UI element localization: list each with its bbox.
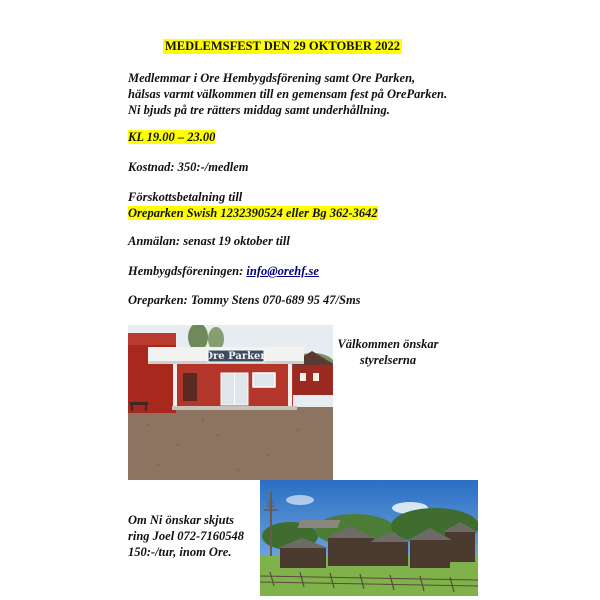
cost-text: Kostnad: 350:-/medlem [128, 160, 249, 174]
farm-buildings-photo [260, 480, 478, 596]
ride-line-1: Om Ni önskar skjuts [128, 513, 234, 527]
ride-info [128, 512, 268, 560]
greeting-line-2: styrelserna [359, 353, 417, 367]
prepayment-label: Förskottsbetalning till [128, 190, 243, 204]
sign-text: Ore Parken [204, 351, 268, 362]
ride-line-2: ring Joel 072-7160548 [128, 529, 244, 543]
hembygd-label: Hembygdsföreningen: [128, 264, 247, 278]
intro-line-1: Medlemmar i Ore Hembygdsförening samt Ore Parken, [128, 71, 416, 85]
prepayment-row [128, 205, 378, 221]
email-link[interactable]: info@orehf.se [246, 264, 319, 278]
hembygd-row [128, 263, 319, 279]
ride-line-3: 150:-/tur, inom Ore. [128, 545, 232, 559]
registration-text: Anmälan: senast 19 oktober till [128, 234, 290, 248]
intro-line-2: hälsas varmt välkommen till en gemensam fest på OreParken. [128, 87, 448, 101]
event-time: KL 19.00 – 23.00 [128, 130, 216, 144]
intro-line-3: Ni bjuds på tre rätters middag samt underhållning. [128, 103, 390, 117]
time-row [128, 129, 215, 145]
greeting-line-1: Välkommen önskar [337, 337, 439, 351]
oreparken-building-photo [128, 325, 333, 480]
oreparken-contact: Oreparken: Tommy Stens 070-689 95 47/Sms [128, 293, 361, 307]
greeting [333, 336, 443, 368]
intro-paragraph [128, 70, 488, 118]
prepayment-details: Oreparken Swish 1232390524 eller Bg 362-3642 [128, 206, 378, 220]
page-title: MEDLEMSFEST DEN 29 OKTOBER 2022 [165, 39, 400, 53]
